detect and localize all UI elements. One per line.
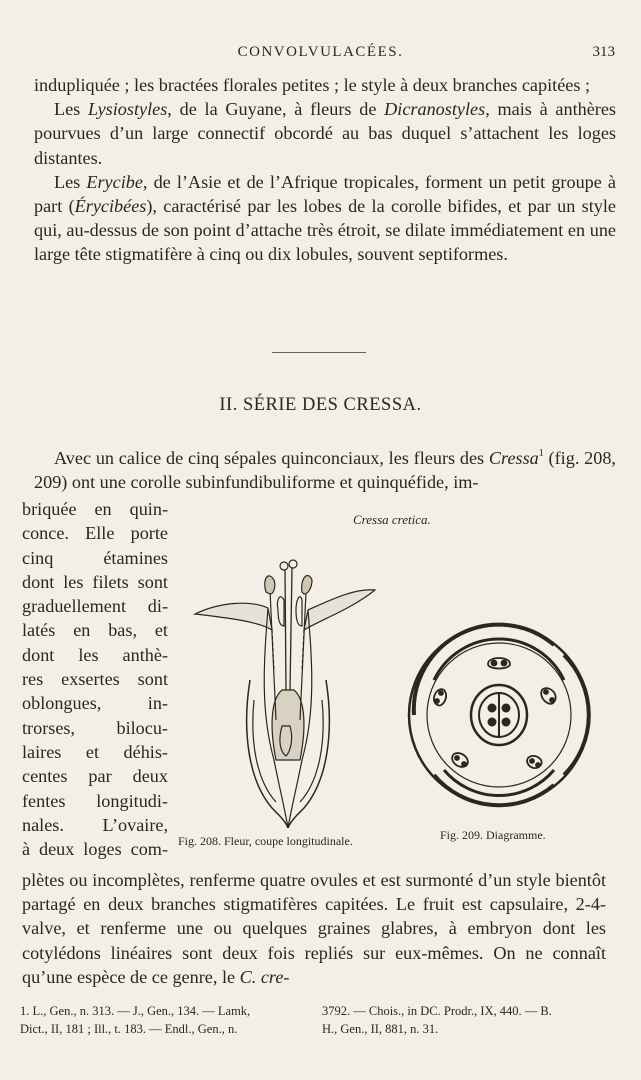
footnote-line: 1. L., Gen., n. 313. — J., Gen., 134. — Lamk, <box>20 1004 251 1018</box>
paragraph-styles: indupliquée ; les bractées florales petites ; le style à deux branches capitées ; <box>34 75 591 95</box>
text-line: trorses, bilocu- <box>22 717 168 738</box>
section-divider <box>272 352 366 353</box>
section-heading: II. SÉRIE DES CRESSA. <box>219 395 422 415</box>
footnote-column-right <box>322 1002 622 1038</box>
text-line: laires et déhis- <box>22 741 168 762</box>
text-line: briquée en quin- <box>22 499 168 519</box>
text-line: à deux loges com- <box>22 839 168 860</box>
text-line: cinq étamines <box>22 547 168 568</box>
footnote-column-left <box>20 1002 310 1038</box>
text-column-beside-figures <box>22 497 168 861</box>
text-line: latés en bas, et <box>22 620 168 641</box>
figure-209-caption: Fig. 209. Diagramme. <box>440 828 546 842</box>
floral-diagram-illustration <box>404 620 594 810</box>
running-header <box>0 44 641 66</box>
paragraph-cressa-lead: Avec un calice de cinq sépales quinconciaux, les fleurs des Cressa$^1$ (fig. 208, 209) ont une corolle subinfundibuliforme et quinquéfide, im- <box>34 448 616 493</box>
paragraph-cressa-continued: plètes ou incomplètes, renferme quatre ovules et est surmonté d’un style bientôt partagé en deux branches stigmatifères capitées. Le fruit est capsulaire, 2-4-valve, et renferme une ou quelques graines glabres, à embryon dont les cotylédons linéaires sont deux fois repliés sur eux-mêmes. On ne connaît qu’une espèce de ce genre, le C. cre- <box>22 870 606 987</box>
species-caption: Cressa cretica. <box>353 512 431 527</box>
paragraph-lysiostyles: Les Lysiostyles, de la Guyane, à fleurs de Dicranostyles, mais à anthères pourvues d’un large connectif obcordé au bas duquel s’attachent les loges distantes. <box>34 99 616 168</box>
footnote-line: Dict., II, 181 ; Ill., t. 183. — Endl., Gen., n. <box>20 1022 238 1036</box>
footnote-ref: 1 <box>538 448 544 459</box>
footnote-line: 3792. — Chois., in DC. Prodr., IX, 440. — B. <box>322 1004 552 1018</box>
genus-name: Dicranostyles <box>384 99 486 120</box>
text-line: dont les anthè- <box>22 644 168 665</box>
flower-section-illustration <box>190 530 380 830</box>
text-line: fentes longitudi- <box>22 790 168 811</box>
text-line: nales. L’ovaire, <box>22 814 168 835</box>
genus-name: Cressa <box>488 448 539 468</box>
text-line: graduellement di- <box>22 596 168 617</box>
page-number: 313 <box>592 44 615 60</box>
intro-text <box>34 73 616 267</box>
text-line: conce. Elle porte <box>22 523 168 544</box>
text-line: dont les filets sont <box>22 571 168 592</box>
text-line: oblongues, in- <box>22 693 168 714</box>
genus-name: Lysiostyles <box>88 99 168 120</box>
running-title: CONVOLVULACÉES. <box>237 44 404 60</box>
text-line: res exsertes sont <box>22 669 168 690</box>
paragraph-erycibe: Les Erycibe, de l’Asie et de l’Afrique tropicales, forment un petit groupe à part (Érycibées), caractérisé par les lobes de la corolle bifides, et par un style qui, au-dessus de son point d’attache très étroit, se dilate immédiatement en une large tête stigmatifère à cinq ou dix lobules, souvent septiformes. <box>34 171 616 265</box>
genus-name: Erycibe <box>86 171 143 192</box>
text-line: centes par deux <box>22 766 168 787</box>
footnote-line: H., Gen., II, 881, n. 31. <box>322 1022 439 1036</box>
group-name: Érycibées <box>74 196 147 217</box>
figure-208-caption: Fig. 208. Fleur, coupe longitudinale. <box>178 834 353 848</box>
species-name: C. cre- <box>239 966 290 987</box>
